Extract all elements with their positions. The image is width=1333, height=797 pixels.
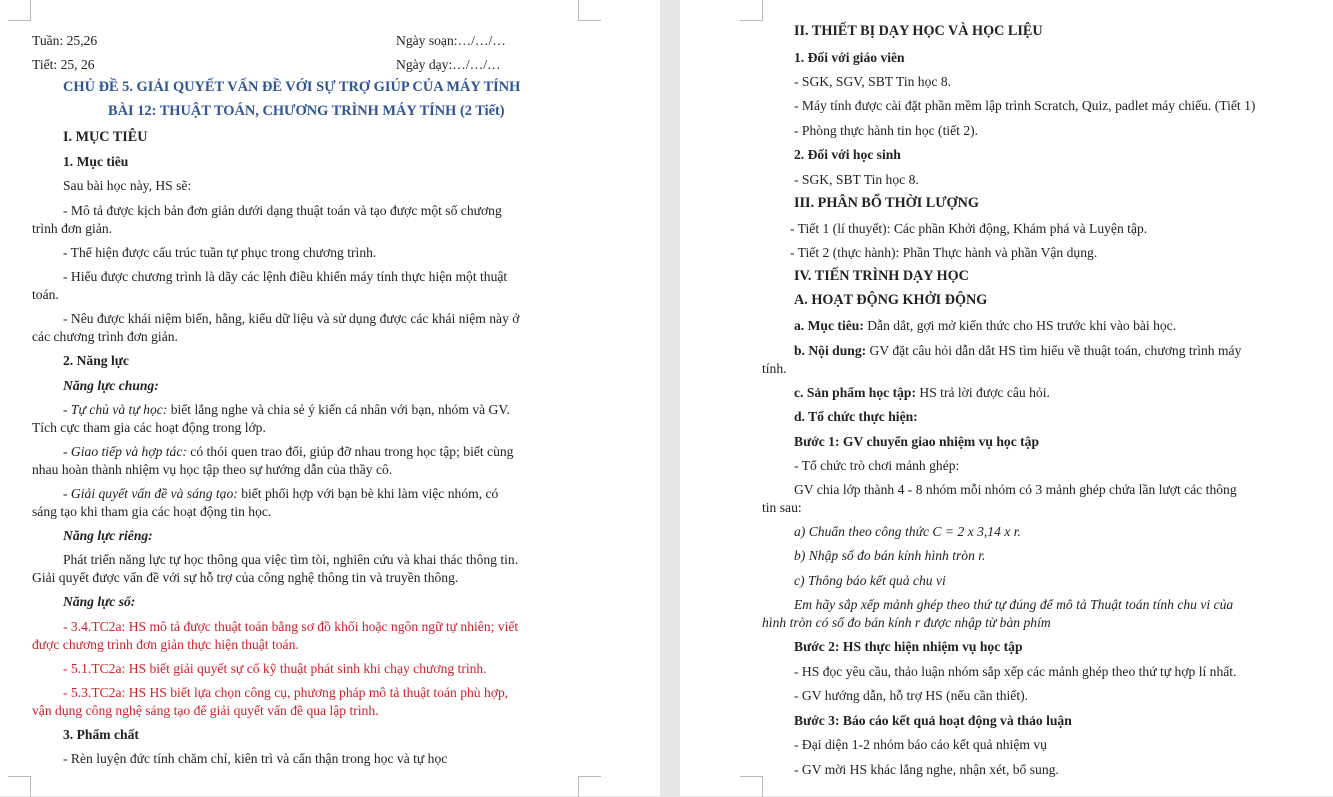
section-heading: II. THIẾT BỊ DẠY HỌC VÀ HỌC LIỆU bbox=[794, 23, 1043, 39]
teach-date: Ngày dạy:…/…/… bbox=[396, 57, 501, 72]
paragraph: - 5.3.TC2a: HS HS biết lựa chọn công cụ, phương pháp mô tả thuật toán phù hợp, bbox=[63, 685, 509, 700]
sub-heading: d. Tổ chức thực hiện: bbox=[794, 409, 918, 424]
paragraph: - SGK, SGV, SBT Tin học 8. bbox=[794, 74, 952, 89]
paragraph: vận dụng công nghệ sáng tạo để giải quyết vấn đề qua lập trình. bbox=[32, 703, 379, 718]
paragraph: a) Chuẩn theo công thức C = 2 x 3,14 x r. bbox=[794, 524, 1021, 539]
paragraph bbox=[794, 384, 1050, 401]
paragraph: tính. bbox=[762, 361, 787, 376]
paragraph: nhau hoàn thành nhiệm vụ học tập theo sự hướng dẫn của thầy cô. bbox=[32, 462, 393, 477]
right-page bbox=[680, 0, 1333, 796]
prep-date: Ngày soạn:…/…/… bbox=[396, 33, 506, 48]
lead-text: b. Nội dung: bbox=[794, 343, 867, 358]
sub-heading: 2. Năng lực bbox=[63, 353, 129, 368]
margin-corner-mark bbox=[8, 776, 31, 797]
week-label: Tuần: 25,26 bbox=[32, 33, 98, 48]
body-text: biết lắng nghe và chia sẻ ý kiến cá nhân với bạn, nhóm và GV. bbox=[167, 402, 510, 417]
paragraph: sáng tạo khi tham gia các hoạt động tin học. bbox=[32, 504, 272, 519]
paragraph: - Thể hiện được cấu trúc tuần tự phục trong chương trình. bbox=[63, 245, 377, 260]
periods-label: Tiết: 25, 26 bbox=[32, 57, 95, 72]
sub-heading: 3. Phẩm chất bbox=[63, 727, 139, 742]
paragraph: GV chia lớp thành 4 - 8 nhóm mỗi nhóm có 3 mảnh ghép chứa lần lượt các thông bbox=[794, 482, 1237, 497]
paragraph: toán. bbox=[32, 287, 59, 302]
paragraph bbox=[63, 401, 510, 418]
body-text: có thói quen trao đổi, giúp đỡ nhau trong học tập; biết cùng bbox=[186, 444, 514, 459]
paragraph: - HS đọc yêu cầu, thảo luận nhóm sắp xếp các mảnh ghép theo thứ tự hợp lí nhất. bbox=[794, 664, 1237, 679]
sub-heading: Bước 3: Báo cáo kết quả hoạt động và thảo luận bbox=[794, 713, 1072, 728]
sub-heading: Bước 1: GV chuyển giao nhiệm vụ học tập bbox=[794, 434, 1040, 449]
paragraph: - Tiết 1 (lí thuyết): Các phần Khởi động, Khám phá và Luyện tập. bbox=[790, 221, 1148, 236]
paragraph: - SGK, SBT Tin học 8. bbox=[794, 172, 919, 187]
sub-heading: 1. Đối với giáo viên bbox=[794, 50, 905, 65]
paragraph: các chương trình đơn giản. bbox=[32, 329, 178, 344]
paragraph: c) Thông báo kết quả chu vi bbox=[794, 573, 946, 588]
section-heading: A. HOẠT ĐỘNG KHỞI ĐỘNG bbox=[794, 292, 988, 308]
paragraph: - GV mời HS khác lắng nghe, nhận xét, bổ sung. bbox=[794, 762, 1059, 777]
body-text: biết phối hợp với bạn bè khi làm việc nhóm, có bbox=[237, 486, 499, 501]
paragraph: Giải quyết được vấn đề với sự hỗ trợ của công nghệ thông tin và truyền thông. bbox=[32, 570, 459, 585]
topic-title: CHỦ ĐỀ 5. GIẢI QUYẾT VẤN ĐỀ VỚI SỰ TRỢ GIÚP CỦA MÁY TÍNH bbox=[63, 79, 521, 95]
paragraph: - Máy tính được cài đặt phần mềm lập trình Scratch, Quiz, padlet máy chiếu. (Tiết 1) bbox=[794, 98, 1256, 113]
paragraph: - Mô tả được kịch bản đơn giản dưới dạng thuật toán và tạo được một số chương bbox=[63, 203, 502, 218]
paragraph: b) Nhập số đo bán kính hình tròn r. bbox=[794, 548, 986, 563]
lead-text: c. Sản phẩm học tập: bbox=[794, 385, 916, 400]
section-heading: I. MỤC TIÊU bbox=[63, 129, 148, 145]
paragraph: trình đơn giản. bbox=[32, 221, 113, 236]
paragraph: được chương trình đơn giản thực hiện thuật toán. bbox=[32, 637, 299, 652]
margin-corner-mark bbox=[740, 0, 763, 21]
lead-text: - Tự chủ và tự học: bbox=[63, 402, 168, 417]
sub-heading: Năng lực riêng: bbox=[63, 528, 153, 543]
paragraph: - Hiểu được chương trình là dãy các lệnh điều khiển máy tính thực hiện một thuật bbox=[63, 269, 508, 284]
paragraph: - Nêu được khái niệm biến, hằng, kiểu dữ liệu và sử dụng được các khái niệm này ở bbox=[63, 311, 520, 326]
left-page bbox=[0, 0, 660, 796]
sub-heading: Bước 2: HS thực hiện nhiệm vụ học tập bbox=[794, 639, 1023, 654]
margin-corner-mark bbox=[740, 776, 763, 797]
paragraph bbox=[794, 342, 1241, 359]
lesson-title: BÀI 12: THUẬT TOÁN, CHƯƠNG TRÌNH MÁY TÍNH (2 Tiết) bbox=[108, 103, 505, 119]
paragraph: - 3.4.TC2a: HS mô tả được thuật toán bằng sơ đồ khối hoặc ngôn ngữ tự nhiên; viết bbox=[63, 619, 519, 634]
paragraph: - Rèn luyện đức tính chăm chỉ, kiên trì và cẩn thận trong học và tự học bbox=[63, 751, 448, 766]
paragraph: - Tiết 2 (thực hành): Phần Thực hành và phần Vận dụng. bbox=[790, 245, 1098, 260]
sub-heading: Năng lực số: bbox=[63, 594, 136, 609]
lead-text: - Giao tiếp và hợp tác: bbox=[63, 444, 187, 459]
sub-heading: Năng lực chung: bbox=[63, 378, 159, 393]
paragraph: - Tổ chức trò chơi mảnh ghép: bbox=[794, 458, 960, 473]
margin-corner-mark bbox=[578, 0, 601, 21]
paragraph: - Đại diện 1-2 nhóm báo cáo kết quả nhiệm vụ bbox=[794, 737, 1047, 752]
paragraph bbox=[63, 485, 498, 502]
paragraph: hình tròn có số đo bán kính r được nhập từ bàn phím bbox=[762, 615, 1051, 630]
lead-text: - Giải quyết vấn đề và sáng tạo: bbox=[63, 486, 238, 501]
section-heading: IV. TIẾN TRÌNH DẠY HỌC bbox=[794, 268, 969, 284]
lead-text: a. Mục tiêu: bbox=[794, 318, 864, 333]
paragraph bbox=[63, 443, 513, 460]
sub-heading: 1. Mục tiêu bbox=[63, 154, 129, 169]
body-text: GV đặt câu hỏi dẫn dắt HS tìm hiểu về thuật toán, chương trình máy bbox=[866, 343, 1242, 358]
paragraph bbox=[794, 317, 1176, 334]
paragraph: Sau bài học này, HS sẽ: bbox=[63, 178, 192, 193]
paragraph: tin sau: bbox=[762, 500, 802, 515]
margin-corner-mark bbox=[578, 776, 601, 797]
paragraph: - GV hướng dẫn, hỗ trợ HS (nếu cần thiết). bbox=[794, 688, 1029, 703]
sub-heading: 2. Đối với học sinh bbox=[794, 147, 901, 162]
margin-corner-mark bbox=[8, 0, 31, 21]
paragraph: - Phòng thực hành tin học (tiết 2). bbox=[794, 123, 979, 138]
body-text: Dẫn dắt, gợi mở kiến thức cho HS trước khi vào bài học. bbox=[863, 318, 1177, 333]
section-heading: III. PHÂN BỔ THỜI LƯỢNG bbox=[794, 195, 979, 211]
paragraph: Em hãy sắp xếp mảnh ghép theo thứ tự đúng để mô tả Thuật toán tính chu vi của bbox=[794, 597, 1234, 612]
body-text: HS trả lời được câu hỏi. bbox=[916, 385, 1050, 400]
paragraph: - 5.1.TC2a: HS biết giải quyết sự cố kỹ thuật phát sinh khi chạy chương trình. bbox=[63, 661, 487, 676]
paragraph: Tích cực tham gia các hoạt động trong lớp. bbox=[32, 420, 266, 435]
paragraph: Phát triển năng lực tự học thông qua việc tìm tòi, nghiên cứu và khai thác thông tin. bbox=[63, 552, 519, 567]
